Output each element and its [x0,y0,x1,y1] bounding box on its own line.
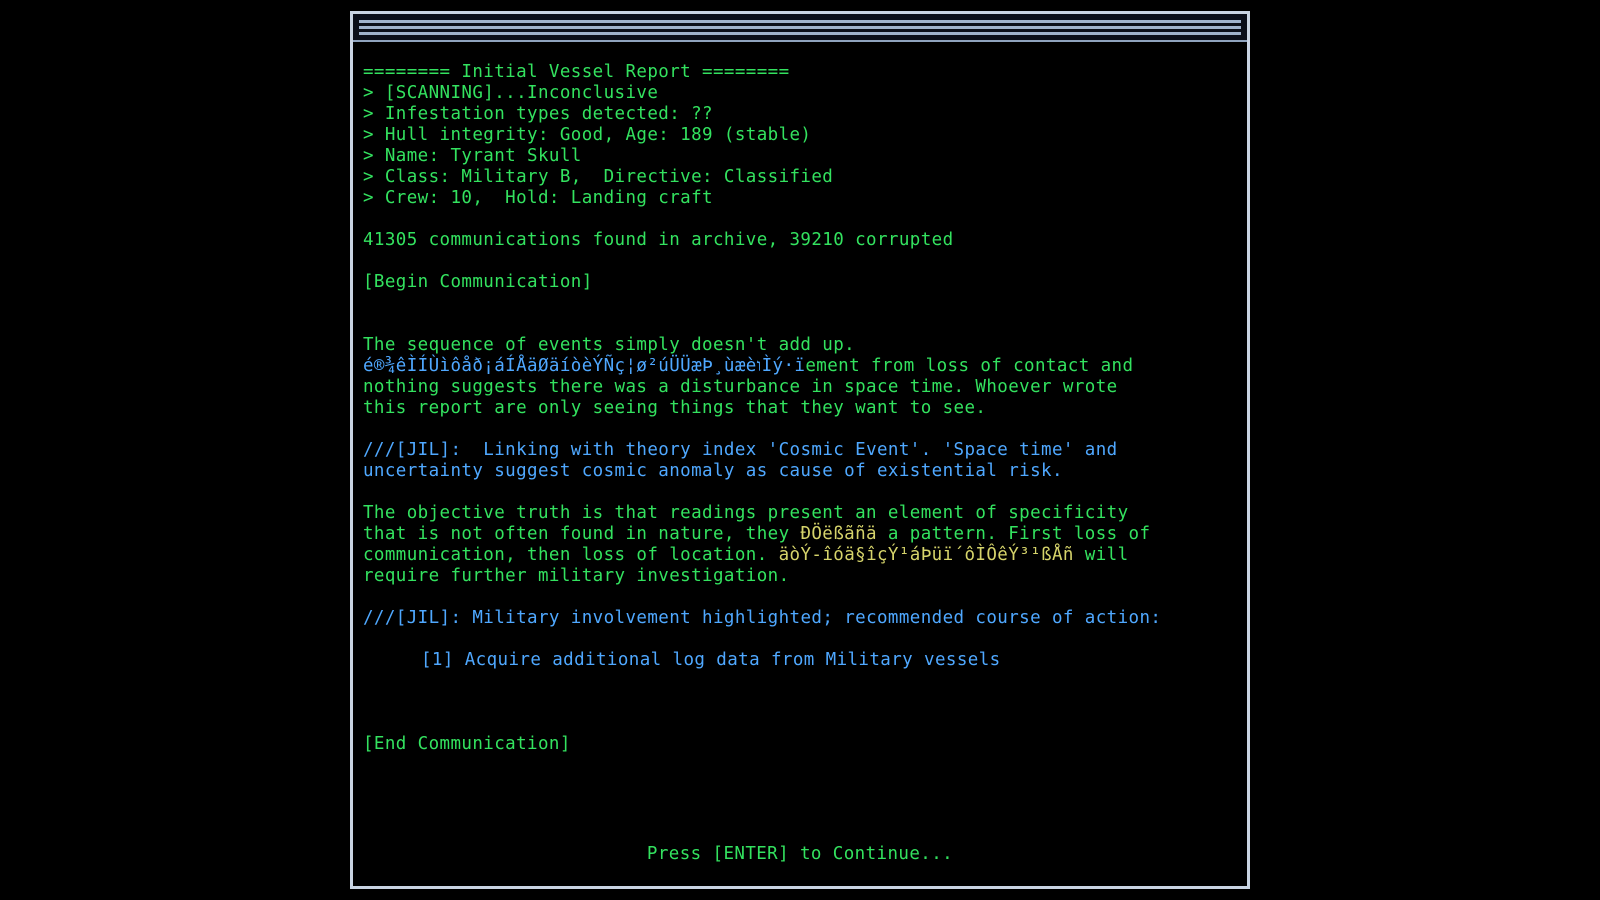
archive-status: 41305 communications found in archive, 39210 corrupted [363,230,954,250]
jil-annotation-2-text: Military involvement highlighted; recommended course of action: [461,608,1162,628]
comm-paragraph-1-line-1: The sequence of events simply doesn't add up. [363,335,856,355]
comm-paragraph-1-line-4: this report are only seeing things that they want to see. [363,398,987,418]
jil-annotation-1-text: Linking with theory index 'Cosmic Event'. 'Space time' and [461,440,1118,460]
jil-prefix-2: ///[JIL]: [363,608,462,628]
action-option-1[interactable]: [1] Acquire additional log data from Military vessels [421,650,1001,670]
terminal-window [350,11,1250,889]
spacer-8 [363,671,1227,713]
titlebar-stripe-3 [359,32,1241,35]
jil-annotation-1-line-1 [363,440,1227,461]
corrupt-text-2: ÐÖëßãñä [800,524,877,544]
end-communication-marker: [End Communication] [363,734,571,754]
report-line-name: > Name: Tyrant Skull [363,146,582,166]
begin-communication-marker: [Begin Communication] [363,272,593,292]
spacer-9 [363,713,1227,734]
comm-paragraph-2-line-2-a: that is not often found in nature, they [363,524,801,544]
report-line-scanning: > [SCANNING]...Inconclusive [363,83,659,103]
spacer-1 [363,209,1227,230]
jil-prefix-1: ///[JIL]: [363,440,462,460]
spacer-3 [363,293,1227,335]
spacer-7 [363,629,1227,650]
report-line-crew: > Crew: 10, Hold: Landing craft [363,188,713,208]
comm-paragraph-1-line-2-tail: ement from loss of contact and [805,356,1134,376]
jil-annotation-2 [363,608,1227,629]
comm-paragraph-2-line-2 [363,524,1227,545]
corrupt-text-3: äòÝ-îóä§îçÝ¹áÞüï´ôÌÔêÝ³¹ßÅñ [778,545,1074,565]
terminal-content [353,44,1247,886]
press-enter-prompt[interactable]: Press [ENTER] to Continue... [646,844,954,864]
report-line-hull: > Hull integrity: Good, Age: 189 (stable) [363,125,812,145]
report-header: ======== Initial Vessel Report ======== [363,62,790,82]
spacer-6 [363,587,1227,608]
comm-paragraph-2-line-2-b: a pattern. First loss of [877,524,1151,544]
report-line-class: > Class: Military B, Directive: Classified [363,167,834,187]
comm-paragraph-2-line-3-a: communication, then loss of location. [363,545,779,565]
titlebar-stripe-1 [359,20,1241,23]
spacer-5 [363,482,1227,503]
spacer-2 [363,251,1227,272]
comm-paragraph-2-line-4: require further military investigation. [363,566,790,586]
titlebar-stripe-2 [359,26,1241,29]
comm-paragraph-1-line-2 [363,356,1227,377]
comm-paragraph-1-line-3: nothing suggests there was a disturbance in space time. Whoever wrote [363,377,1118,397]
comm-paragraph-2-line-1: The objective truth is that readings present an element of specificity [363,503,1129,523]
comm-paragraph-2-line-3 [363,545,1227,566]
comm-paragraph-2-line-3-b: will [1073,545,1129,565]
spacer-4 [363,419,1227,440]
jil-annotation-1-line-2: uncertainty suggest cosmic anomaly as cause of existential risk. [363,461,1063,481]
window-titlebar[interactable] [353,14,1247,42]
report-line-infestation: > Infestation types detected: ?? [363,104,713,124]
corrupt-text-1: é®¾êÌÍÙìôåð¡áÍÅäØäíòèÝÑç¦ø²úÜÜæÞ¸ùæèוÌý·ï [363,356,806,376]
